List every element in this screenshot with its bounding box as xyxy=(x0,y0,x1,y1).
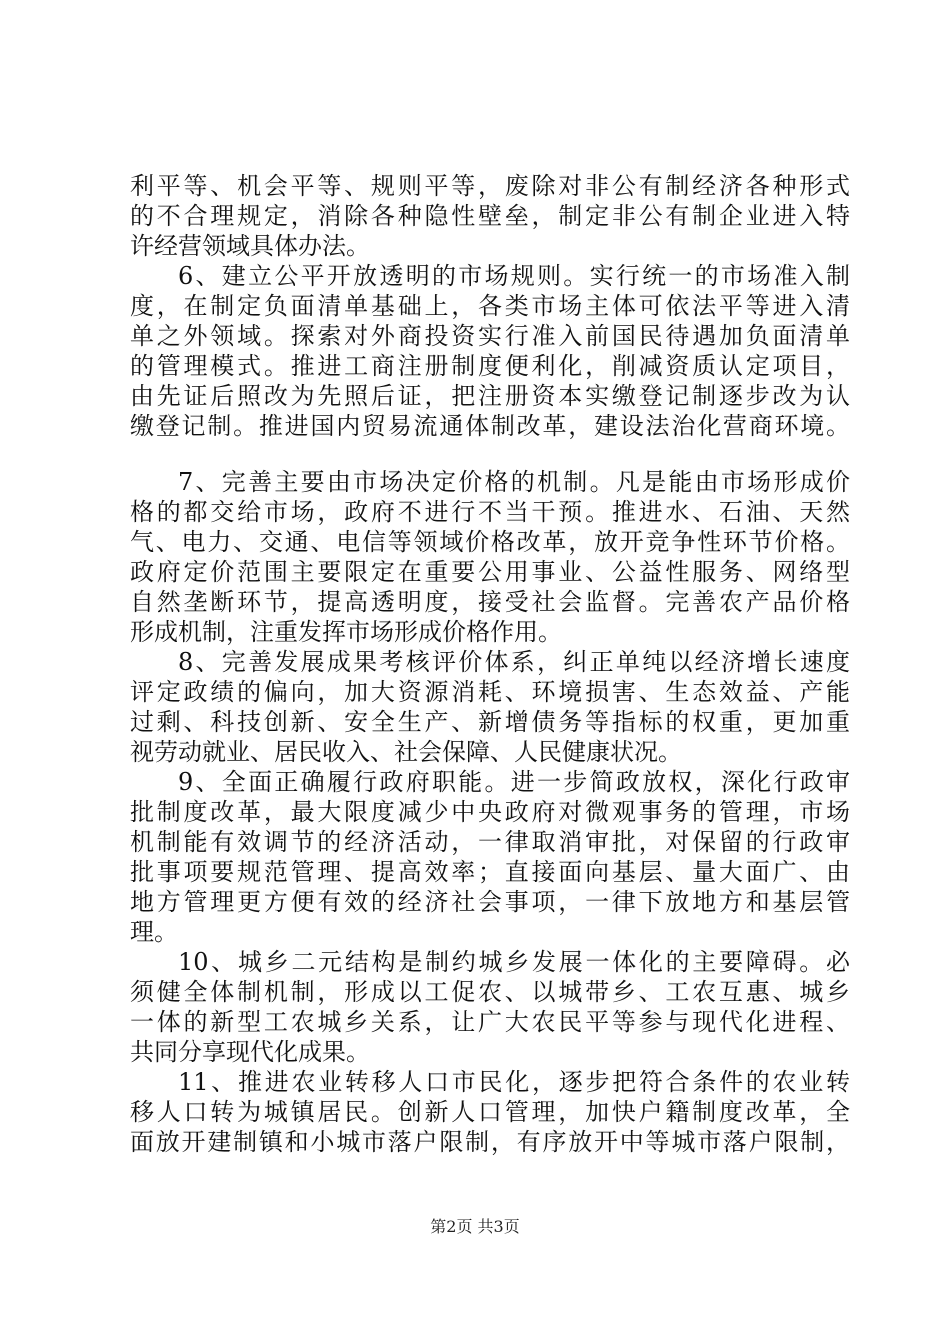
text-line: 过剩、科技创新、安全生产、新增债务等指标的权重，更加重 xyxy=(130,708,850,736)
text-line: 机制能有效调节的经济活动，一律取消审批，对保留的行政审 xyxy=(130,828,850,856)
paragraph-6-start: 6、建立公平开放透明的市场规则。实行统一的市场准入制 xyxy=(178,262,850,290)
text-line: 由先证后照改为先照后证，把注册资本实缴登记制逐步改为认 xyxy=(130,382,850,410)
text-line: 自然垄断环节，提高透明度，接受社会监督。完善农产品价格 xyxy=(130,588,850,616)
text-line: 评定政绩的偏向，加大资源消耗、环境损害、生态效益、产能 xyxy=(130,678,850,706)
text-line: 面放开建制镇和小城市落户限制，有序放开中等城市落户限制， xyxy=(130,1128,850,1156)
page-footer: 第2页 共3页 xyxy=(430,1217,520,1236)
paragraph-8-start: 8、完善发展成果考核评价体系，纠正单纯以经济增长速度 xyxy=(178,648,850,676)
paragraph-11-start: 11、推进农业转移人口市民化，逐步把符合条件的农业转 xyxy=(178,1068,850,1096)
paragraph-9-start: 9、全面正确履行政府职能。进一步简政放权，深化行政审 xyxy=(178,768,850,796)
paragraph-10-start: 10、城乡二元结构是制约城乡发展一体化的主要障碍。必 xyxy=(178,948,850,976)
paragraph-spacer xyxy=(130,441,850,467)
text-line: 须健全体制机制，形成以工促农、以城带乡、工农互惠、城乡 xyxy=(130,978,850,1006)
text-line: 的管理模式。推进工商注册制度便利化，削减资质认定项目， xyxy=(130,352,850,380)
text-line: 批事项要规范管理、提高效率；直接面向基层、量大面广、由 xyxy=(130,858,850,886)
text-line: 地方管理更方便有效的经济社会事项，一律下放地方和基层管 xyxy=(130,888,850,916)
text-line: 移人口转为城镇居民。创新人口管理，加快户籍制度改革，全 xyxy=(130,1098,850,1126)
text-line: 的不合理规定，消除各种隐性壁垒，制定非公有制企业进入特 xyxy=(130,202,850,230)
text-line: 度，在制定负面清单基础上，各类市场主体可依法平等进入清 xyxy=(130,292,850,320)
text-line: 缴登记制。推进国内贸易流通体制改革，建设法治化营商环境。 xyxy=(130,412,850,440)
text-line: 理。 xyxy=(130,918,178,946)
text-line: 形成机制，注重发挥市场形成价格作用。 xyxy=(130,618,562,646)
text-line: 批制度改革，最大限度减少中央政府对微观事务的管理，市场 xyxy=(130,798,850,826)
text-line: 单之外领域。探索对外商投资实行准入前国民待遇加负面清单 xyxy=(130,322,850,350)
document-body xyxy=(130,171,850,1157)
text-line: 视劳动就业、居民收入、社会保障、人民健康状况。 xyxy=(130,738,682,766)
paragraph-7-start: 7、完善主要由市场决定价格的机制。凡是能由市场形成价 xyxy=(178,468,850,496)
text-line: 利平等、机会平等、规则平等，废除对非公有制经济各种形式 xyxy=(130,172,850,200)
text-line: 格的都交给市场，政府不进行不当干预。推进水、石油、天然 xyxy=(130,498,850,526)
text-line: 政府定价范围主要限定在重要公用事业、公益性服务、网络型 xyxy=(130,558,850,586)
text-line: 一体的新型工农城乡关系，让广大农民平等参与现代化进程、 xyxy=(130,1008,850,1036)
text-line: 气、电力、交通、电信等领域价格改革，放开竞争性环节价格。 xyxy=(130,528,850,556)
text-line: 共同分享现代化成果。 xyxy=(130,1038,370,1066)
text-line: 许经营领域具体办法。 xyxy=(130,232,370,260)
